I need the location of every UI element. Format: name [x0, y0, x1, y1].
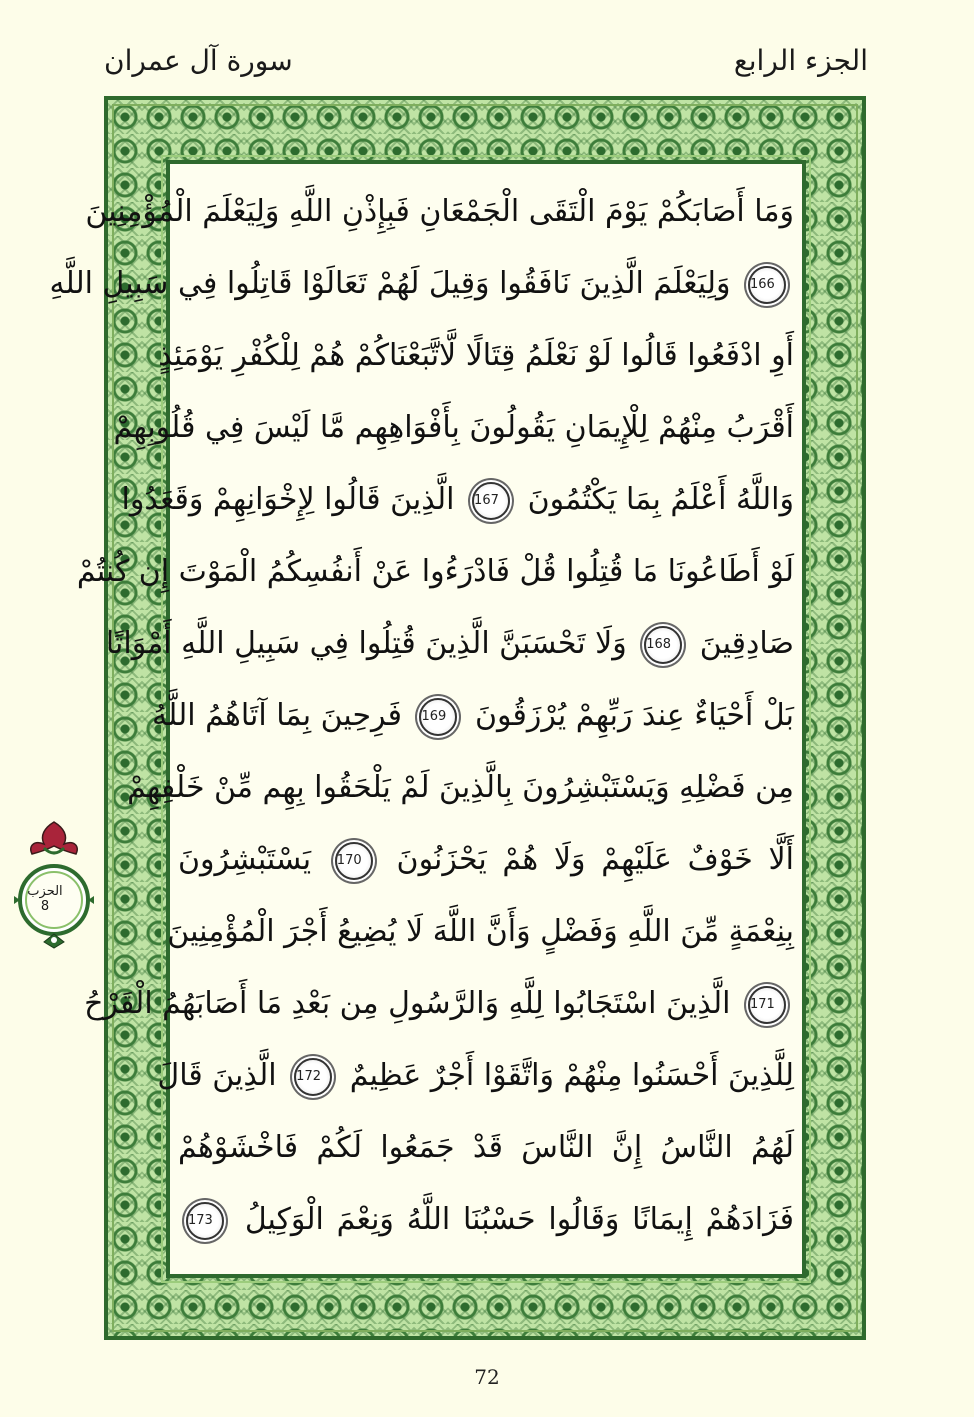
verse-text: يَسْتَبْشِرُونَ [178, 842, 312, 877]
text-line [85, 178, 794, 246]
text-line [49, 250, 794, 318]
verse-text: أَوِ ادْفَعُوا قَالُوا لَوْ نَعْلَمُ قِتَالًا لَّاتَّبَعْنَاكُمْ هُمْ لِلْكُفْرِ يَوْمَئِذٍ [158, 338, 794, 373]
hizb-label [18, 884, 72, 914]
text-line [178, 826, 794, 894]
verse-text: وَلَا تَحْسَبَنَّ الَّذِينَ قُتِلُوا فِي سَبِيلِ اللَّهِ أَمْوَاتًا [105, 626, 627, 661]
verse-text: أَلَّا خَوْفٌ عَلَيْهِمْ وَلَا هُمْ يَحْزَنُونَ [396, 842, 794, 877]
hizb-number: 8 [40, 899, 50, 914]
verse-text: فَرِحِينَ بِمَا آتَاهُمُ اللَّهُ [152, 698, 402, 733]
hizb-marker-icon [14, 818, 94, 948]
juz-title: الجزء الرابع [733, 44, 868, 77]
text-line [178, 1114, 794, 1182]
verse-text: لَوْ أَطَاعُونَا مَا قُتِلُوا قُلْ فَادْرَءُوا عَنْ أَنفُسِكُمُ الْمَوْتَ إِن كُنتُمْ [76, 554, 794, 589]
verse-text: الَّذِينَ قَالُوا لِإِخْوَانِهِمْ وَقَعَدُوا [121, 482, 455, 517]
verse-text: بِنِعْمَةٍ مِّنَ اللَّهِ وَفَضْلٍ وَأَنَّ اللَّهَ لَا يُضِيعُ أَجْرَ الْمُؤْمِنِينَ [167, 914, 794, 949]
verse-text: لِلَّذِينَ أَحْسَنُوا مِنْهُمْ وَاتَّقَوْا أَجْرٌ عَظِيمٌ [349, 1058, 794, 1093]
verse-text: وَمَا أَصَابَكُمْ يَوْمَ الْتَقَى الْجَمْعَانِ فَبِإِذْنِ اللَّهِ وَلِيَعْلَمَ الْمُؤْمِنِينَ [85, 194, 794, 229]
verse-text: مِن فَضْلِهِ وَيَسْتَبْشِرُونَ بِالَّذِينَ لَمْ يَلْحَقُوا بِهِم مِّنْ خَلْفِهِمْ [127, 770, 794, 805]
ayah-number-marker: 171 [748, 986, 786, 1024]
text-line [178, 1186, 794, 1254]
ayah-number-marker: 169 [419, 698, 457, 736]
verse-text: بَلْ أَحْيَاءٌ عِندَ رَبِّهِمْ يُرْزَقُونَ [475, 698, 794, 733]
verse-text: وَلِيَعْلَمَ الَّذِينَ نَافَقُوا وَقِيلَ لَهُمْ تَعَالَوْا قَاتِلُوا فِي سَبِيلِ اللَّهِ [49, 266, 731, 301]
text-line [84, 970, 794, 1038]
text-line [167, 898, 794, 966]
text-line [158, 322, 794, 390]
ayah-number-marker: 170 [335, 842, 373, 880]
text-line [113, 394, 794, 462]
hizb-word: الحزب [27, 884, 63, 899]
verse-text: فَزَادَهُمْ إِيمَانًا وَقَالُوا حَسْبُنَا اللَّهُ وَنِعْمَ الْوَكِيلُ [244, 1202, 794, 1237]
ayah-number-marker: 173 [186, 1202, 224, 1240]
verse-text: الَّذِينَ اسْتَجَابُوا لِلَّهِ وَالرَّسُولِ مِن بَعْدِ مَا أَصَابَهُمُ الْقَرْحُ [84, 986, 731, 1021]
verse-text: وَاللَّهُ أَعْلَمُ بِمَا يَكْتُمُونَ [527, 482, 794, 517]
verse-text: لَهُمُ النَّاسُ إِنَّ النَّاسَ قَدْ جَمَعُوا لَكُمْ فَاخْشَوْهُمْ [178, 1130, 794, 1165]
surah-title: سورة آل عمران [104, 44, 293, 77]
verse-text: صَادِقِينَ [699, 626, 794, 661]
text-line [76, 538, 794, 606]
text-line [105, 610, 794, 678]
verse-text: أَقْرَبُ مِنْهُمْ لِلْإِيمَانِ يَقُولُونَ بِأَفْوَاهِهِم مَّا لَيْسَ فِي قُلُوبِهِمْ [113, 410, 794, 445]
text-line [152, 682, 794, 750]
ayah-number-marker: 172 [294, 1058, 332, 1096]
page-number: 72 [474, 1365, 500, 1389]
quran-text [49, 178, 794, 1268]
ayah-number-marker: 166 [748, 266, 786, 304]
text-line [121, 466, 794, 534]
text-line [157, 1042, 794, 1110]
verse-text: الَّذِينَ قَالَ [157, 1058, 277, 1093]
text-line [127, 754, 794, 822]
ayah-number-marker: 168 [644, 626, 682, 664]
ayah-number-marker: 167 [472, 482, 510, 520]
